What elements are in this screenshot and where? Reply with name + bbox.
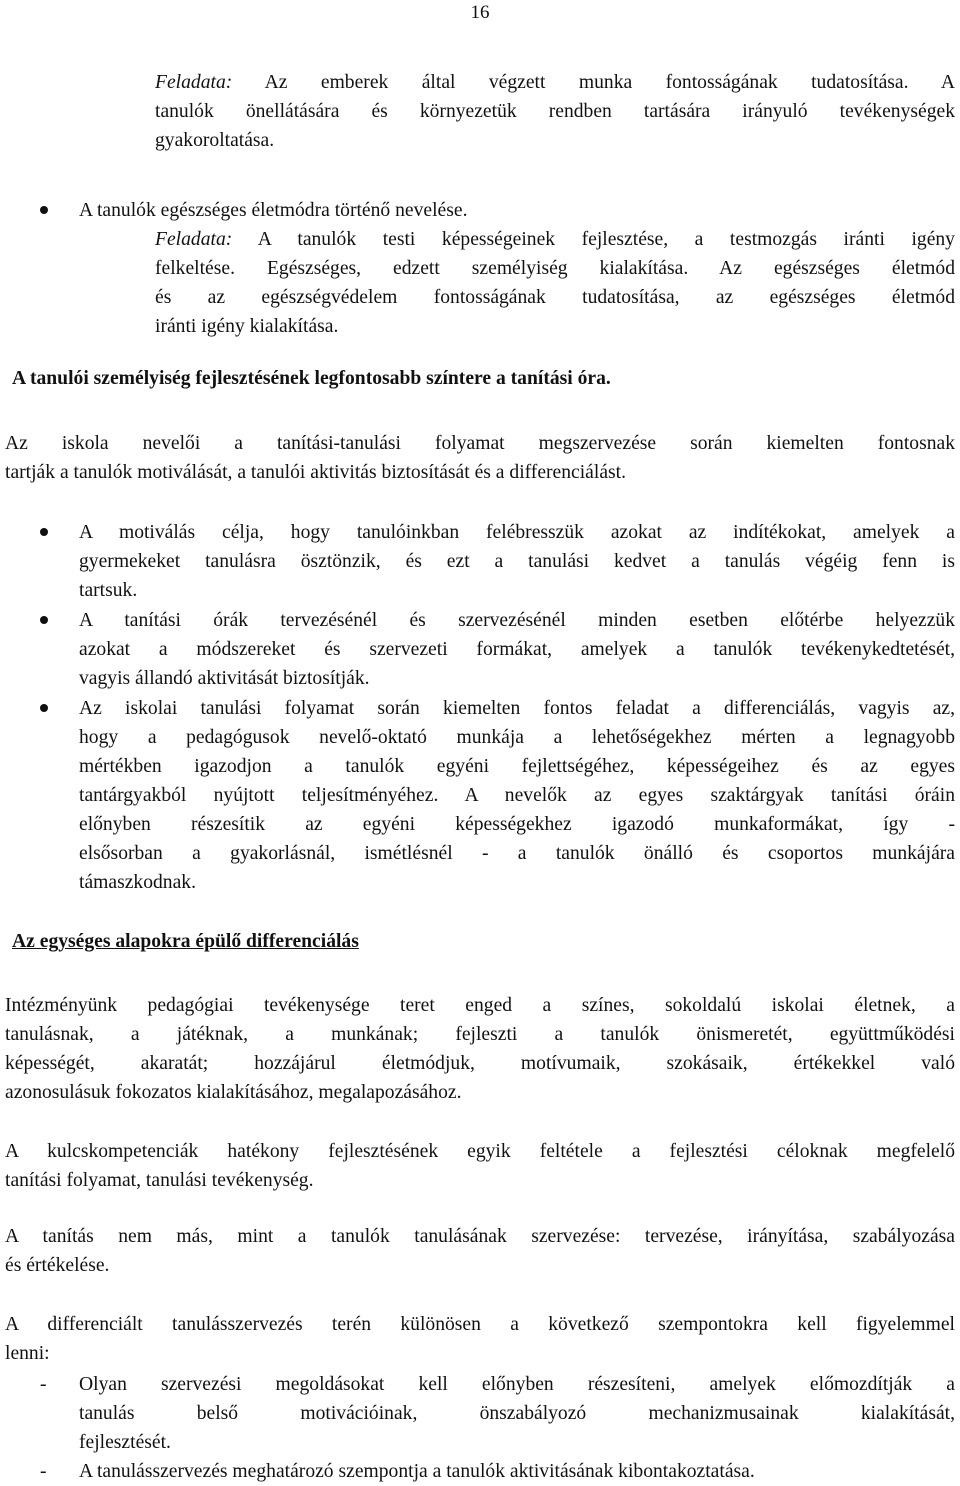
paragraph-line: és értékelése. xyxy=(5,1255,110,1276)
intro-block xyxy=(155,68,955,155)
health-line: felkeltése. Egészséges, edzett személyiség kialakítása. Az egészséges életmód xyxy=(155,258,955,279)
bullet-line: A tanítási órák tervezésénél és szervezésénél minden esetben előtérbe helyezzük xyxy=(79,610,955,631)
dash-item xyxy=(79,1370,955,1457)
health-line: iránti igény kialakítása. xyxy=(155,316,339,337)
bullet-icon xyxy=(40,206,48,214)
dash-item xyxy=(79,1457,955,1486)
bullet-line: tartsuk. xyxy=(79,580,138,601)
health-title-text: A tanulók egészséges életmódra történő nevelése. xyxy=(79,200,468,221)
section-heading: A tanulói személyiség fejlesztésének legfontosabb színtere a tanítási óra. xyxy=(12,368,611,389)
paragraph xyxy=(5,429,955,487)
dash-marker: - xyxy=(40,1374,47,1395)
paragraph-line: lenni: xyxy=(5,1343,50,1364)
task-label: Feladata: xyxy=(155,72,233,93)
health-line xyxy=(155,225,955,254)
dash-marker: - xyxy=(40,1461,47,1482)
bullet-line: azokat a módszereket és szervezeti formákat, amelyek a tanulók tevékenykedtetését, xyxy=(79,639,955,660)
bullet-line: Az iskolai tanulási folyamat során kiemelten fontos feladat a differenciálás, vagyis az, xyxy=(79,698,955,719)
health-line: és az egészségvédelem fontosságának tudatosítása, az egészséges életmód xyxy=(155,287,955,308)
section-heading: Az egységes alapokra épülő differenciálás xyxy=(12,931,359,952)
bullet-line: előnyben részesítik az egyéni képességekhez igazodó munkaformákat, így - xyxy=(79,814,955,835)
bullet-line: hogy a pedagógusok nevelő-oktató munkája a lehetőségekhez mérten a legnagyobb xyxy=(79,727,955,748)
dash-line: A tanulásszervezés meghatározó szempontja a tanulók aktivitásának kibontakoztatása. xyxy=(79,1461,755,1482)
dash-line: tanulás belső motivációinak, önszabályozó mechanizmusainak kialakítását, xyxy=(79,1403,955,1424)
bullet-icon xyxy=(40,616,48,624)
paragraph xyxy=(5,991,955,1107)
paragraph-line: tanulásnak, a játéknak, a munkának; fejleszti a tanulók önismeretét, együttműködési xyxy=(5,1024,955,1045)
bullet-line: gyermekeket tanulásra ösztönzik, és ezt a tanulási kedvet a tanulás végéig fenn is xyxy=(79,551,955,572)
health-title xyxy=(79,196,467,225)
bullet-item xyxy=(79,518,955,605)
health-block xyxy=(155,225,955,341)
intro-line: gyakoroltatása. xyxy=(155,130,275,151)
bullet-line: vagyis állandó aktivitását biztosítják. xyxy=(79,668,370,689)
paragraph-line: tartják a tanulók motiválását, a tanulói aktivitás biztosítását és a differenciálást. xyxy=(5,462,626,483)
paragraph-line: képességét, akaratát; hozzájárul életmódjuk, motívumaik, szokásaik, értékekkel való xyxy=(5,1053,955,1074)
paragraph-line: A tanítás nem más, mint a tanulók tanulásának szervezése: tervezése, irányítása, szabályozása xyxy=(5,1226,955,1247)
task-label: Feladata: xyxy=(155,229,233,250)
paragraph-line: Intézményünk pedagógiai tevékenysége teret enged a színes, sokoldalú iskolai életnek, a xyxy=(5,995,955,1016)
bullet-line: elsősorban a gyakorlásnál, ismétlésnél - a tanulók önálló és csoportos munkájára xyxy=(79,843,955,864)
paragraph-line: Az iskola nevelői a tanítási-tanulási folyamat megszervezése során kiemelten fontosnak xyxy=(5,433,955,454)
bullet-item xyxy=(79,606,955,693)
health-text: A tanulók testi képességeinek fejlesztése, a testmozgás iránti igény xyxy=(257,229,955,250)
dash-line: Olyan szervezési megoldásokat kell előnyben részesíteni, amelyek előmozdítják a xyxy=(79,1374,955,1395)
paragraph-line: azonosulásuk fokozatos kialakításához, megalapozásához. xyxy=(5,1082,462,1103)
paragraph xyxy=(5,1222,955,1280)
dash-line: fejlesztését. xyxy=(79,1432,171,1453)
bullet-line: támaszkodnak. xyxy=(79,872,196,893)
bullet-line: tantárgyakból nyújtott teljesítményéhez. A nevelők az egyes szaktárgyak tanítási óráin xyxy=(79,785,955,806)
bullet-item xyxy=(79,694,955,897)
intro-line: tanulók önellátására és környezetük rendben tartására irányuló tevékenységek xyxy=(155,101,955,122)
paragraph-line: A kulcskompetenciák hatékony fejlesztésének egyik feltétele a fejlesztési céloknak megfelelő xyxy=(5,1141,955,1162)
bullet-icon xyxy=(40,528,48,536)
intro-text: Az emberek által végzett munka fontosságának tudatosítása. A xyxy=(264,72,955,93)
page-number: 16 xyxy=(470,2,490,23)
paragraph-line: tanítási folyamat, tanulási tevékenység. xyxy=(5,1170,314,1191)
bullet-line: A motiválás célja, hogy tanulóinkban felébresszük azokat az indítékokat, amelyek a xyxy=(79,522,955,543)
paragraph xyxy=(5,1310,955,1368)
bullet-line: mértékben igazodjon a tanulók egyéni fejlettségéhez, képességeihez és az egyes xyxy=(79,756,955,777)
bullet-icon xyxy=(40,704,48,712)
paragraph-line: A differenciált tanulásszervezés terén különösen a következő szempontokra kell figyelemmel xyxy=(5,1314,955,1335)
paragraph xyxy=(5,1137,955,1195)
intro-line xyxy=(155,68,955,97)
